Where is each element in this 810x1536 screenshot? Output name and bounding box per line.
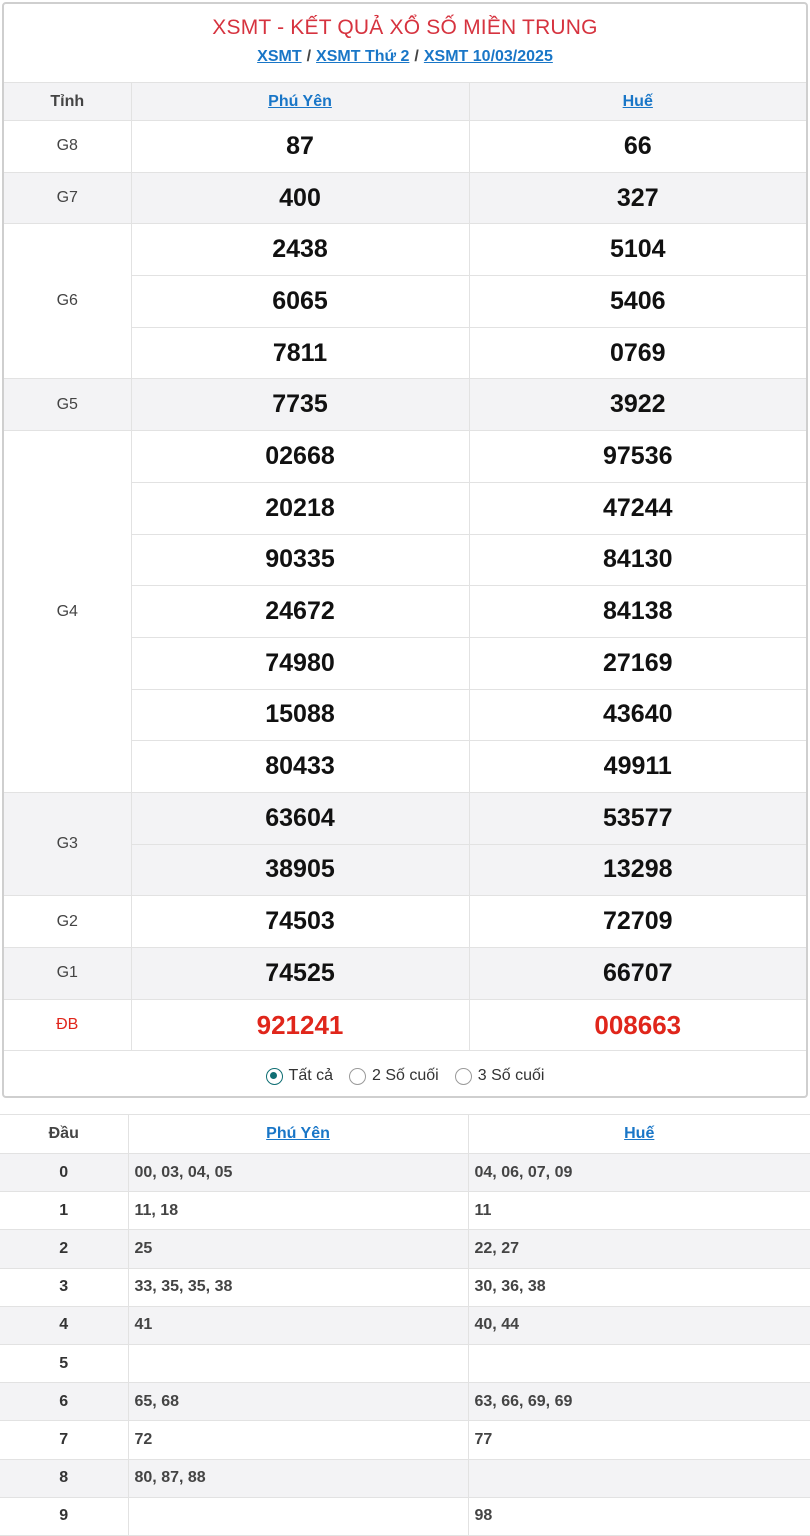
province-link-phu-yen[interactable]: Phú Yên: [266, 1125, 330, 1142]
prize-number: 2438: [131, 224, 469, 276]
prize-number: 13298: [469, 844, 806, 896]
prize-label: G4: [4, 431, 131, 793]
province-link-phu-yen[interactable]: Phú Yên: [268, 92, 332, 110]
dau-values: 98: [468, 1497, 810, 1535]
dau-values: 77: [468, 1421, 810, 1459]
prize-row: [4, 896, 806, 948]
prize-row: [4, 999, 806, 1051]
prize-number: 84138: [469, 586, 806, 638]
dau-values: 30, 36, 38: [468, 1268, 810, 1306]
prize-row: [4, 121, 806, 173]
dau-row: [0, 1306, 810, 1344]
prize-number: 53577: [469, 792, 806, 844]
prize-number: 87: [131, 121, 469, 173]
prize-number: 97536: [469, 431, 806, 483]
filter-2-digits-radio[interactable]: [349, 1067, 439, 1085]
prize-number: 74980: [131, 637, 469, 689]
prize-row: [4, 431, 806, 483]
dau-values: [128, 1344, 468, 1382]
prize-row: [4, 948, 806, 1000]
prize-label: G7: [4, 172, 131, 224]
dau-values: 63, 66, 69, 69: [468, 1383, 810, 1421]
prize-number: 6065: [131, 276, 469, 328]
prize-number: 72709: [469, 896, 806, 948]
col-province-header: [128, 1115, 468, 1154]
prize-row: [4, 172, 806, 224]
prize-number: 27169: [469, 637, 806, 689]
dau-row: [0, 1421, 810, 1459]
prize-number: 5104: [469, 224, 806, 276]
radio-checked-icon: [266, 1068, 283, 1085]
prize-row: [4, 224, 806, 276]
dau-digit: 3: [0, 1268, 128, 1306]
radio-unchecked-icon: [455, 1068, 472, 1085]
dau-table: [0, 1114, 810, 1536]
dau-digit: 8: [0, 1459, 128, 1497]
results-header-row: [4, 83, 806, 121]
prize-number: 327: [469, 172, 806, 224]
dau-row: [0, 1497, 810, 1535]
breadcrumb-xsmt-thu2[interactable]: XSMT Thứ 2: [316, 48, 410, 65]
filter-label: 3 Số cuối: [477, 1067, 545, 1085]
prize-label: G6: [4, 224, 131, 379]
page-title: XSMT - KẾT QUẢ XỔ SỐ MIỀN TRUNG: [212, 16, 598, 39]
prize-number: 38905: [131, 844, 469, 896]
dau-row: [0, 1383, 810, 1421]
dau-digit: 2: [0, 1230, 128, 1268]
prize-label: G1: [4, 948, 131, 1000]
prize-row: [4, 379, 806, 431]
col-tinh-header: Tỉnh: [4, 83, 131, 121]
prize-number: 80433: [131, 741, 469, 793]
dau-row: [0, 1344, 810, 1382]
filter-3-digits-radio[interactable]: [455, 1067, 545, 1085]
prize-number: 66: [469, 121, 806, 173]
dau-values: [468, 1459, 810, 1497]
dau-values: 11, 18: [128, 1192, 468, 1230]
dau-values: 41: [128, 1306, 468, 1344]
filter-label: 2 Số cuối: [372, 1067, 439, 1085]
dau-values: [128, 1497, 468, 1535]
dau-values: 04, 06, 07, 09: [468, 1154, 810, 1192]
prize-label: ĐB: [4, 999, 131, 1051]
radio-unchecked-icon: [349, 1068, 366, 1085]
dau-row: [0, 1192, 810, 1230]
header: [4, 4, 806, 82]
prize-number: 0769: [469, 327, 806, 379]
result-box: [2, 2, 808, 1098]
digit-filter: [4, 1051, 806, 1098]
prize-number: 49911: [469, 741, 806, 793]
dau-values: 25: [128, 1230, 468, 1268]
dau-digit: 1: [0, 1192, 128, 1230]
province-link-hue[interactable]: Huế: [622, 92, 653, 110]
prize-number: 7811: [131, 327, 469, 379]
prize-number: 3922: [469, 379, 806, 431]
col-province-header: [469, 83, 806, 121]
prize-number: 84130: [469, 534, 806, 586]
prize-number: 15088: [131, 689, 469, 741]
dau-values: 40, 44: [468, 1306, 810, 1344]
dau-digit: 7: [0, 1421, 128, 1459]
dau-row: [0, 1268, 810, 1306]
dau-digit: 6: [0, 1383, 128, 1421]
prize-label: G5: [4, 379, 131, 431]
dau-values: [468, 1344, 810, 1382]
prize-number: 20218: [131, 482, 469, 534]
col-province-header: [468, 1115, 810, 1154]
dau-header-row: [0, 1115, 810, 1154]
prize-number: 90335: [131, 534, 469, 586]
col-province-header: [131, 83, 469, 121]
dau-row: [0, 1459, 810, 1497]
dau-row: [0, 1230, 810, 1268]
prize-number: 66707: [469, 948, 806, 1000]
filter-all-radio[interactable]: [266, 1067, 333, 1085]
prize-number: 63604: [131, 792, 469, 844]
province-link-hue[interactable]: Huế: [624, 1125, 655, 1142]
breadcrumb-separator: /: [306, 48, 312, 65]
results-table: [4, 82, 806, 1051]
dau-digit: 0: [0, 1154, 128, 1192]
prize-number: 7735: [131, 379, 469, 431]
dau-digit: 4: [0, 1306, 128, 1344]
prize-number: 24672: [131, 586, 469, 638]
prize-label: G8: [4, 121, 131, 173]
prize-number: 47244: [469, 482, 806, 534]
prize-number: 5406: [469, 276, 806, 328]
dau-values: 11: [468, 1192, 810, 1230]
col-dau-header: Đầu: [0, 1115, 128, 1154]
dau-values: 33, 35, 35, 38: [128, 1268, 468, 1306]
breadcrumb: [4, 48, 806, 66]
dau-values: 65, 68: [128, 1383, 468, 1421]
dau-values: 22, 27: [468, 1230, 810, 1268]
prize-label: G2: [4, 896, 131, 948]
prize-label: G3: [4, 792, 131, 895]
prize-number: 02668: [131, 431, 469, 483]
filter-label: Tất cả: [288, 1067, 334, 1085]
breadcrumb-separator: /: [414, 48, 419, 65]
prize-number: 74525: [131, 948, 469, 1000]
prize-row: [4, 792, 806, 844]
prize-number: 74503: [131, 896, 469, 948]
breadcrumb-xsmt-date[interactable]: XSMT 10/03/2025: [423, 48, 553, 65]
breadcrumb-xsmt[interactable]: XSMT: [257, 48, 302, 65]
prize-number: 921241: [131, 999, 469, 1051]
prize-number: 400: [131, 172, 469, 224]
prize-number: 008663: [469, 999, 806, 1051]
dau-values: 80, 87, 88: [128, 1459, 468, 1497]
dau-values: 00, 03, 04, 05: [128, 1154, 468, 1192]
dau-digit: 5: [0, 1344, 128, 1382]
prize-number: 43640: [469, 689, 806, 741]
dau-values: 72: [128, 1421, 468, 1459]
dau-row: [0, 1154, 810, 1192]
dau-digit: 9: [0, 1497, 128, 1535]
